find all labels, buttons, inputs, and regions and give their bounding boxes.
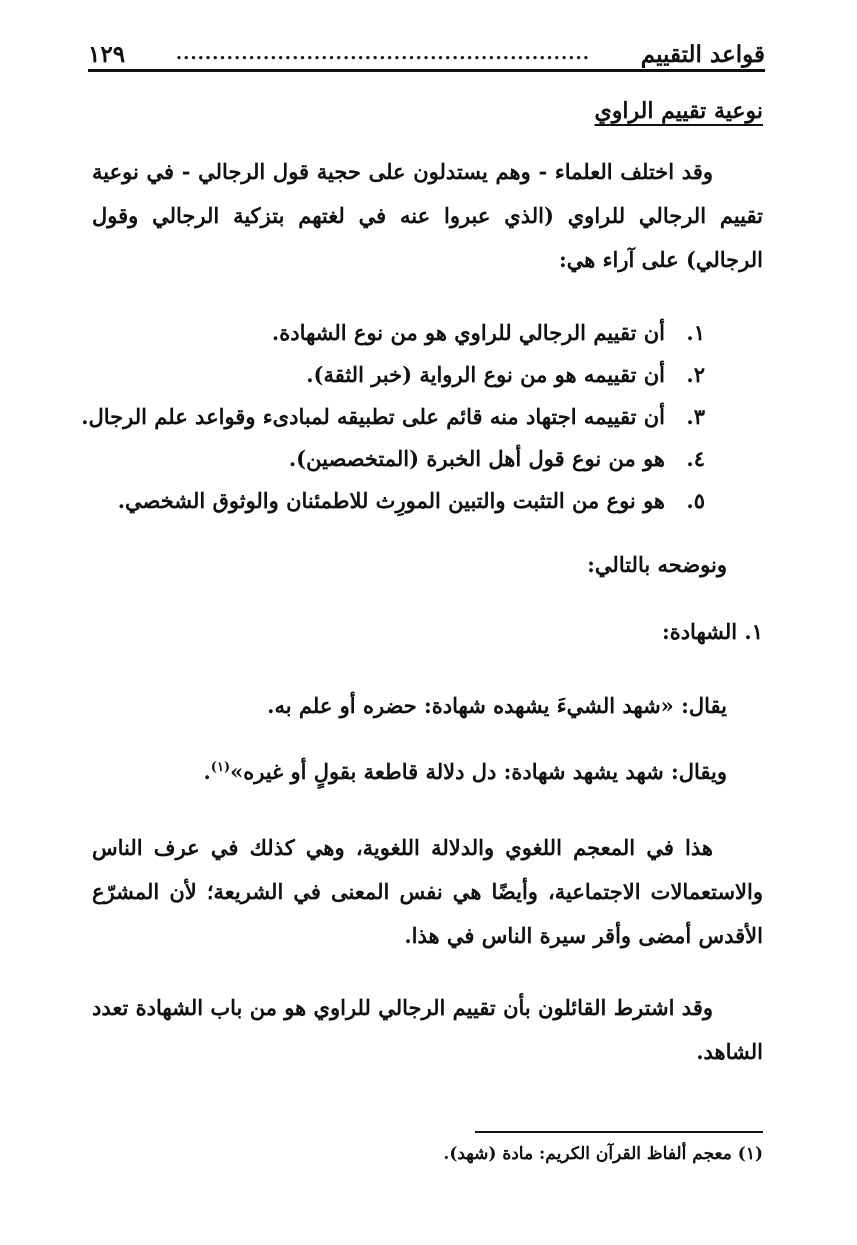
list-item [92, 480, 705, 522]
definition-line-2-text: ويقال: شهد يشهد شهادة: دل دلالة قاطعة بقولٍ أو غيره» [230, 759, 727, 784]
paragraph-language-meaning: هذا في المعجم اللغوي والدلالة اللغوية، وهي كذلك في عرف الناس والاستعمالات الاجتماعية، وأيضًا هي نفس المعنى في الشريعة؛ لأن المشرّع الأقدس أمضى وأقر سيرة الناس في هذا. [92, 835, 763, 948]
explain-line: ونوضحه بالتالي: [587, 552, 727, 577]
subsection-title: ١. الشهادة: [661, 619, 763, 644]
footnote-reference[interactable]: (١) [210, 760, 231, 775]
list-item-text: هو نوع من التثبت والتبين المورِث للاطمئنان والوثوق الشخصي. [117, 488, 665, 513]
paragraph-condition: وقد اشترط القائلون بأن تقييم الرجالي للراوي هو من باب الشهادة تعدد الشاهد. [92, 995, 763, 1064]
list-item-text: أن تقييمه اجتهاد منه قائم على تطبيقه لمبادىء وقواعد علم الرجال. [81, 404, 665, 429]
list-item-number: ٢. [686, 362, 705, 387]
list-item-number: ٣. [686, 404, 705, 429]
definition-line-2 [203, 759, 727, 784]
definition-line-1: يقال: «شهد الشيءَ يشهده شهادة: حضره أو علم به. [267, 693, 727, 718]
page-number: ١٢٩ [88, 41, 126, 68]
footnote-rule [475, 1131, 763, 1133]
list-item-number: ٤. [686, 446, 705, 471]
definition-line-2-end: . [203, 759, 211, 784]
list-item-text: أن تقييم الرجالي للراوي هو من نوع الشهادة. [271, 320, 665, 345]
list-item [81, 396, 705, 438]
list-item-number: ١. [686, 320, 705, 345]
leader-dots: ......................................................... [175, 43, 591, 64]
list-item-text: أن تقييمه هو من نوع الرواية (خبر الثقة). [306, 362, 665, 387]
list-item [92, 438, 705, 480]
list-item-number: ٥. [686, 488, 705, 513]
intro-paragraph: وقد اختلف العلماء - وهم يستدلون على حجية قول الرجالي - في نوعية تقييم الرجالي للراوي (الذي عبروا عنه في لغتهم بتزكية الرجالي وقول الرجالي) على آراء هي: [92, 159, 763, 272]
header-rule [88, 69, 765, 72]
list-item-text: هو من نوع قول أهل الخبرة (المتخصصين). [288, 446, 665, 471]
page-header [88, 28, 765, 68]
list-item [92, 354, 705, 396]
opinions-list [81, 312, 705, 522]
footnote: (١) معجم ألفاظ القرآن الكريم: مادة (شهد). [443, 1144, 763, 1164]
list-item [92, 312, 705, 354]
section-title: نوعية تقييم الراوي [594, 98, 763, 124]
running-title: قواعد التقييم [640, 41, 765, 68]
